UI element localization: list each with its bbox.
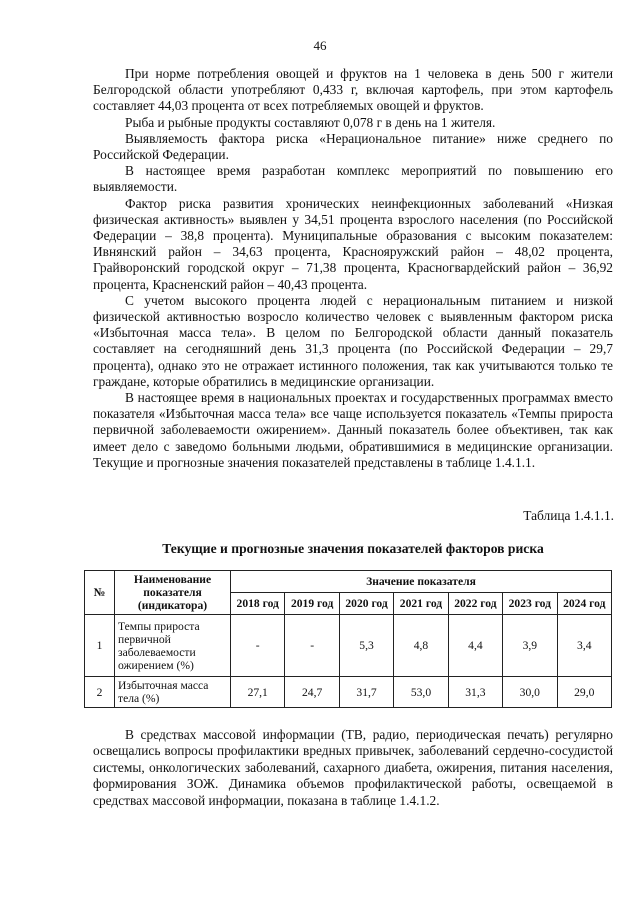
paragraph: Фактор риска развития хронических неинфекционных заболеваний «Низкая физическая активность» выявлен у 34,51 процента взрослого населения (по Российской Федерации – 38,8 процента). Муниципальные образования с высоким показателем: Ивнянский район – 34,63 процента, Краснояружский район – 48,02 процента, Грайворонский городской округ – 71,38 процента, Красногвардейский район – 36,92 процента, Красненский район – 40,43 процента. [93,195,613,292]
risk-factors-table [84,570,612,708]
cell-value: 30,0 [503,677,557,708]
table-caption: Таблица 1.4.1.1. [523,508,614,523]
paragraph: В средствах массовой информации (ТВ, радио, периодическая печать) регулярно освещались вопросы профилактики вредных привычек, заболеваний сердечно-сосудистой системы, онкологических заболеваний, сахарного диабета, ожирения, питания населения, формирования ЗОЖ. Динамика объемов профилактической работы, освещаемой в средствах массовой информации, показана в таблице 1.4.1.2. [93,727,613,808]
cell-value: 31,3 [448,677,502,708]
table-row [85,677,612,708]
page-number: 46 [313,38,327,53]
cell-value: 4,4 [448,615,502,677]
paragraph: В настоящее время разработан комплекс мероприятий по повышению его выявляемости. [93,163,613,195]
table-title: Текущие и прогнозные значения показателей факторов риска [162,541,544,556]
header-year: 2023 год [503,593,557,615]
paragraph: С учетом высокого процента людей с нерациональным питанием и низкой физической активностью возросло количество человек с выявленным фактором риска «Избыточная масса тела». В целом по Белгородской области данный показатель составляет на сегодняшний день 31,3 процента (по Российской Федерации – 29,7 процента), однако это не отражает истинного положения, так как учитываются только те граждане, которые обратились в медицинские организации. [93,292,613,389]
header-year: 2024 год [557,593,611,615]
cell-value: 53,0 [394,677,448,708]
table-row [85,615,612,677]
cell-value: 27,1 [231,677,285,708]
cell-value: 31,7 [339,677,393,708]
body-text-bottom [93,727,613,809]
cell-value: 29,0 [557,677,611,708]
row-number: 2 [85,677,115,708]
cell-value: - [231,615,285,677]
header-year: 2020 год [339,593,393,615]
cell-value: 24,7 [285,677,339,708]
cell-value: - [285,615,339,677]
cell-value: 3,9 [503,615,557,677]
paragraph: Выявляемость фактора риска «Нерациональное питание» ниже среднего по Российской Федерации. [93,130,613,163]
cell-value: 5,3 [339,615,393,677]
paragraph: При норме потребления овощей и фруктов на 1 человека в день 500 г жители Белгородской области употребляют 0,433 г, включая картофель, при этом картофель составляет 44,03 процента от всех потребляемых овощей и фруктов. [93,66,613,114]
row-number: 1 [85,615,115,677]
row-indicator-name: Избыточная масса тела (%) [115,677,231,708]
header-year: 2021 год [394,593,448,615]
paragraph: Рыба и рыбные продукты составляют 0,078 г в день на 1 жителя. [125,114,496,130]
header-indicator-name: Наименование показателя (индикатора) [115,571,231,615]
header-year: 2019 год [285,593,339,615]
cell-value: 3,4 [557,615,611,677]
row-indicator-name: Темпы прироста первичной заболеваемости ожирением (%) [115,615,231,677]
body-text-top [93,66,613,471]
header-year: 2018 год [231,593,285,615]
header-year: 2022 год [448,593,502,615]
paragraph: В настоящее время в национальных проектах и государственных программах вместо показателя «Избыточная масса тела» все чаще используется показатель «Темпы прироста первичной заболеваемости ожирением». Данный показатель более объективен, так как имеет дело с заведомо больными людьми, обратившимися в медицинские организации. Текущие и прогнозные значения показателей представлены в таблице 1.4.1.1. [93,390,613,470]
header-number: № [85,571,115,615]
cell-value: 4,8 [394,615,448,677]
header-values: Значение показателя [231,571,612,593]
